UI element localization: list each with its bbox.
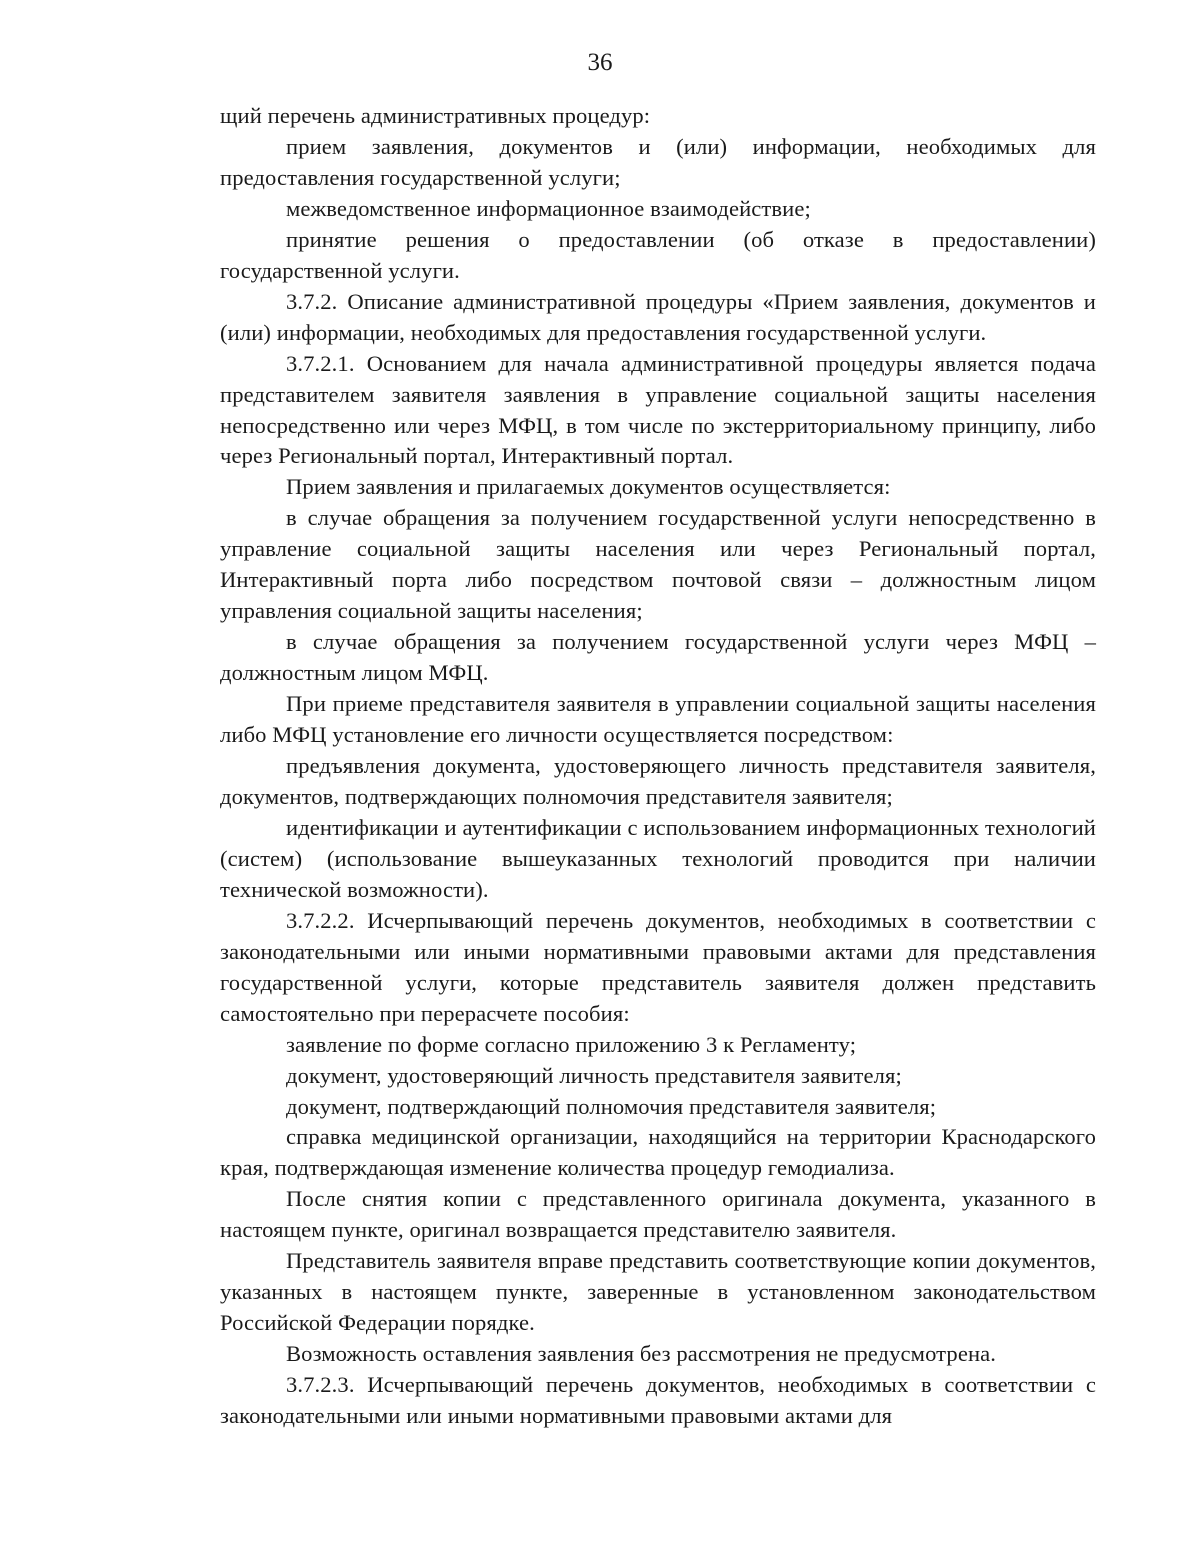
paragraph: При приеме представителя заявителя в управлении социальной защиты населения либо МФЦ установление его личности осуществляется посредством: bbox=[220, 691, 1096, 748]
paragraph: Прием заявления и прилагаемых документов осуществляется: bbox=[286, 474, 891, 500]
paragraph: После снятия копии с представленного оригинала документа, указанного в настоящем пункте, оригинал возвращается представителю заявителя. bbox=[220, 1186, 1096, 1243]
paragraph: 3.7.2.1. Основанием для начала административной процедуры является подача представителем заявителя заявления в управление социальной защиты населения непосредственно или через МФЦ, в том числе по экстерриториальному принципу, либо через Региональный портал, Интерактивный портал. bbox=[220, 350, 1096, 469]
paragraph: предъявления документа, удостоверяющего личность представителя заявителя, документов, подтверждающих полномочия представителя заявителя; bbox=[220, 753, 1096, 809]
paragraph: идентификации и аутентификации с использованием информационных технологий (систем) (использование вышеуказанных технологий проводится при наличии технической возможности). bbox=[220, 814, 1096, 902]
paragraph: документ, подтверждающий полномочия представителя заявителя; bbox=[286, 1093, 937, 1119]
paragraph: Представитель заявителя вправе представить соответствующие копии документов, указанных в настоящем пункте, заверенные в установленном законодательством Российской Федерации порядке. bbox=[220, 1248, 1096, 1336]
paragraph: межведомственное информационное взаимодействие; bbox=[286, 195, 811, 221]
paragraph: заявление по форме согласно приложению 3 к Регламенту; bbox=[286, 1031, 857, 1057]
paragraph: документ, удостоверяющий личность представителя заявителя; bbox=[286, 1062, 902, 1088]
paragraph: 3.7.2. Описание административной процедуры «Прием заявления, документов и (или) информации, необходимых для предоставления государственной услуги. bbox=[220, 288, 1096, 345]
paragraph: 3.7.2.2. Исчерпывающий перечень документов, необходимых в соответствии с законодательными или иными нормативными правовыми актами для представления государственной услуги, которые представитель заявителя должен представить самостоятельно при перерасчете пособия: bbox=[220, 907, 1096, 1026]
paragraph: Возможность оставления заявления без рассмотрения не предусмотрена. bbox=[286, 1341, 997, 1367]
paragraph: 3.7.2.3. Исчерпывающий перечень документов, необходимых в соответствии с законодательными или иными нормативными правовыми актами для bbox=[220, 1372, 1096, 1429]
paragraph: справка медицинской организации, находящийся на территории Краснодарского края, подтверждающая изменение количества процедур гемодиализа. bbox=[220, 1124, 1096, 1181]
page-number: 36 bbox=[587, 49, 613, 76]
paragraph: принятие решения о предоставлении (об отказе в предоставлении) государственной услуги. bbox=[220, 226, 1096, 283]
document-body bbox=[220, 101, 1096, 1432]
paragraph: в случае обращения за получением государственной услуги через МФЦ – должностным лицом МФЦ. bbox=[220, 629, 1096, 686]
paragraph: щий перечень административных процедур: bbox=[220, 103, 651, 128]
paragraph: в случае обращения за получением государственной услуги непосредственно в управление социальной защиты населения или через Региональный портал, Интерактивный порта либо посредством почтовой связи – должностным лицом управления социальной защиты населения; bbox=[220, 505, 1096, 624]
paragraph: прием заявления, документов и (или) информации, необходимых для предоставления государственной услуги; bbox=[220, 133, 1096, 190]
